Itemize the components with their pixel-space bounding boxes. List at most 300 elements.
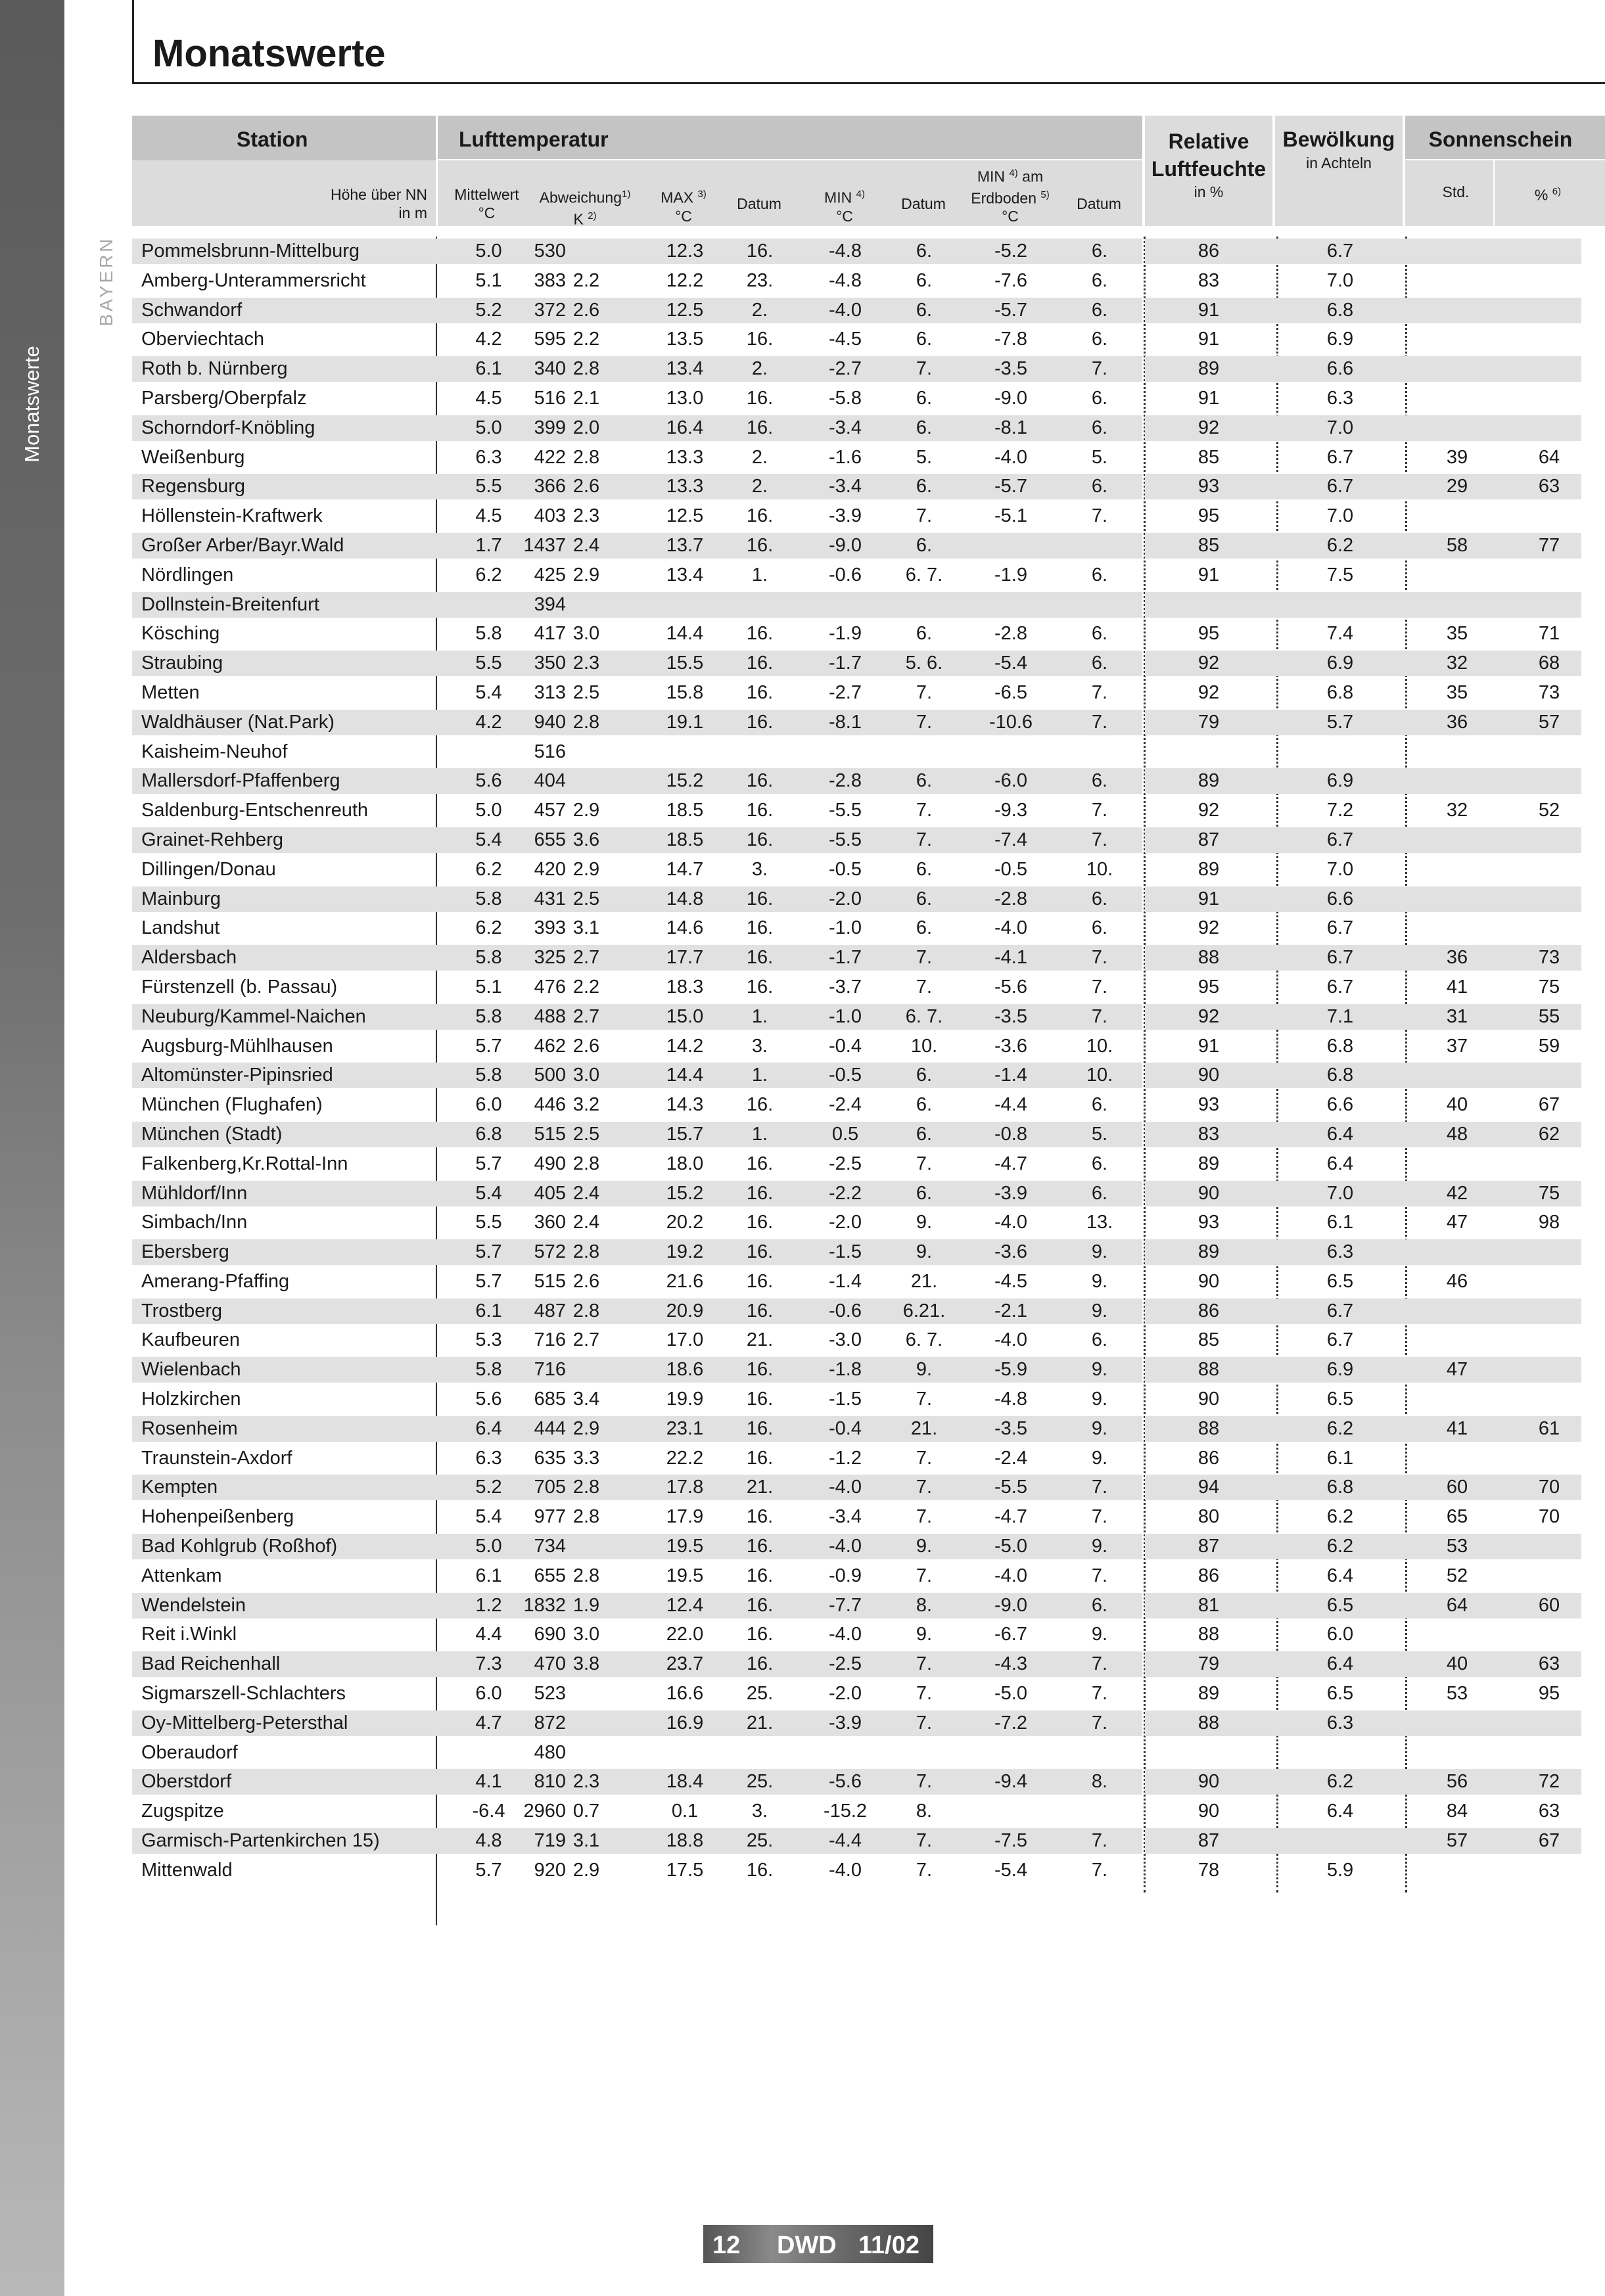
cell-datum-min: 7.	[916, 1683, 933, 1705]
cell-hoehe: 480	[534, 1741, 566, 1763]
table-row	[132, 1444, 1581, 1473]
cell-station-name: Ebersberg	[141, 1241, 229, 1263]
cell-min-erdboden: -6.5	[994, 681, 1027, 703]
cell-hoehe: 635	[534, 1447, 566, 1469]
cell-datum-max: 1.	[751, 1123, 768, 1145]
cell-rel-feuchte: 91	[1198, 1035, 1220, 1057]
cell-datum-erdboden: 7.	[1091, 1830, 1108, 1852]
cell-station-name: Regensburg	[141, 476, 245, 497]
cell-min-erdboden: -10.6	[989, 711, 1033, 733]
cell-mittelwert: 6.3	[475, 1447, 502, 1469]
cell-datum-min: 7.	[916, 1389, 933, 1410]
cell-min-erdboden: -4.5	[994, 1270, 1027, 1292]
table-row	[132, 1679, 1581, 1709]
table-row	[132, 1061, 1581, 1090]
cell-min-erdboden: -2.8	[994, 888, 1027, 909]
cell-station-name: Mühldorf/Inn	[141, 1182, 248, 1204]
cell-hoehe: 690	[534, 1624, 566, 1645]
cell-min-erdboden: -4.0	[994, 446, 1027, 468]
cell-max: 23.1	[666, 1417, 704, 1439]
cell-datum-max: 16.	[746, 1359, 774, 1381]
cell-datum-min: 6.	[916, 1182, 933, 1204]
cell-mittelwert: 4.8	[475, 1830, 502, 1852]
cell-rel-feuchte: 91	[1198, 329, 1220, 350]
cell-sonne-prozent: 52	[1538, 800, 1560, 821]
cell-max: 12.2	[666, 269, 704, 291]
cell-datum-erdboden: 6.	[1091, 1594, 1108, 1616]
cell-datum-min: 7.	[916, 1830, 933, 1852]
cell-min-erdboden: -2.8	[994, 623, 1027, 645]
table-row	[132, 1267, 1581, 1297]
cell-datum-max: 23.	[746, 269, 774, 291]
cell-datum-erdboden: 9.	[1091, 1270, 1108, 1292]
cell-max: 12.5	[666, 299, 704, 321]
cell-station-name: Reit i.Winkl	[141, 1624, 237, 1645]
cell-datum-erdboden: 8.	[1091, 1771, 1108, 1793]
cell-min-erdboden: -7.4	[994, 829, 1027, 850]
cell-min: -2.0	[829, 1683, 862, 1705]
table-row	[132, 1856, 1581, 1885]
header-separator	[1403, 116, 1404, 226]
table-row	[132, 1797, 1581, 1826]
cell-sonne-prozent: 55	[1538, 1005, 1560, 1027]
table-row	[132, 855, 1581, 884]
cell-sonne-std: 46	[1446, 1270, 1468, 1292]
cell-datum-min: 7.	[916, 1771, 933, 1793]
cell-sonne-std: 47	[1446, 1212, 1468, 1233]
cell-min-erdboden: -5.0	[994, 1536, 1027, 1557]
cell-hoehe: 325	[534, 947, 566, 969]
cell-sonne-prozent: 60	[1538, 1594, 1560, 1616]
cell-min: -3.7	[829, 976, 862, 998]
cell-abweichung: 2.6	[572, 1270, 600, 1292]
header-separator	[436, 116, 437, 226]
cell-bewoelkung: 6.8	[1326, 681, 1354, 703]
cell-datum-max: 16.	[746, 770, 774, 792]
cell-station-name: Aldersbach	[141, 947, 237, 969]
cell-datum-max: 16.	[746, 1182, 774, 1204]
cell-sonne-std: 47	[1446, 1359, 1468, 1381]
cell-min: -1.5	[829, 1241, 862, 1263]
cell-hoehe: 487	[534, 1300, 566, 1321]
cell-bewoelkung: 7.4	[1326, 623, 1354, 645]
cell-datum-max: 16.	[746, 623, 774, 645]
footer-issue: 11/02	[858, 2232, 919, 2259]
cell-datum-min: 7.	[916, 1506, 933, 1528]
cell-abweichung: 2.9	[572, 1859, 600, 1881]
cell-sonne-std: 40	[1446, 1653, 1468, 1675]
header-separator	[1272, 116, 1274, 226]
cell-rel-feuchte: 92	[1198, 1005, 1220, 1027]
cell-datum-max: 16.	[746, 505, 774, 527]
cell-station-name: Nördlingen	[141, 564, 234, 585]
side-label: Monatswerte	[20, 346, 43, 463]
cell-rel-feuchte: 92	[1198, 800, 1220, 821]
cell-datum-min: 7.	[916, 711, 933, 733]
cell-mittelwert: 4.1	[475, 1771, 502, 1793]
cell-sonne-prozent: 98	[1538, 1212, 1560, 1233]
cell-datum-max: 16.	[746, 800, 774, 821]
cell-datum-erdboden: 10.	[1086, 858, 1113, 880]
cell-datum-min: 9.	[916, 1624, 933, 1645]
cell-datum-max: 16.	[746, 1094, 774, 1116]
cell-rel-feuchte: 86	[1198, 1300, 1220, 1321]
cell-datum-erdboden: 9.	[1091, 1300, 1108, 1321]
cell-hoehe: 516	[534, 387, 566, 409]
table-row	[132, 296, 1581, 325]
cell-datum-erdboden: 7.	[1091, 1565, 1108, 1586]
cell-sonne-prozent: 61	[1538, 1417, 1560, 1439]
cell-datum-min: 7.	[916, 681, 933, 703]
table-row	[132, 384, 1581, 413]
table-row	[132, 737, 1581, 767]
cell-station-name: Pommelsbrunn-Mittelburg	[141, 241, 360, 262]
cell-rel-feuchte: 79	[1198, 711, 1220, 733]
cell-station-name: Fürstenzell (b. Passau)	[141, 976, 338, 998]
cell-min: -5.6	[829, 1771, 862, 1793]
row-band	[1145, 592, 1581, 618]
header-min-erdboden: MIN $^{4)}$ am Erdboden $^{5)}$ °C	[971, 168, 1050, 225]
table-row	[132, 1591, 1581, 1620]
cell-rel-feuchte: 89	[1198, 1241, 1220, 1263]
cell-station-name: Kempten	[141, 1477, 218, 1498]
cell-hoehe: 404	[534, 770, 566, 792]
cell-datum-min: 21.	[910, 1270, 938, 1292]
cell-abweichung: 2.2	[572, 329, 600, 350]
cell-hoehe: 572	[534, 1241, 566, 1263]
cell-sonne-std: 53	[1446, 1536, 1468, 1557]
cell-bewoelkung: 6.2	[1326, 1506, 1354, 1528]
cell-min-erdboden: -7.5	[994, 1830, 1027, 1852]
cell-datum-erdboden: 6.	[1091, 269, 1108, 291]
cell-mittelwert: 5.5	[475, 1212, 502, 1233]
cell-max: 15.2	[666, 770, 704, 792]
cell-station-name: Bad Kohlgrub (Roßhof)	[141, 1536, 338, 1557]
cell-sonne-std: 37	[1446, 1035, 1468, 1057]
cell-station-name: Neuburg/Kammel-Naichen	[141, 1005, 366, 1027]
cell-bewoelkung: 7.0	[1326, 505, 1354, 527]
header-datum-erdboden: Datum	[1077, 195, 1121, 212]
cell-rel-feuchte: 94	[1198, 1477, 1220, 1498]
cell-min: -15.2	[823, 1801, 868, 1822]
cell-min-erdboden: -4.7	[994, 1153, 1027, 1174]
cell-hoehe: 457	[534, 800, 566, 821]
cell-datum-erdboden: 5.	[1091, 446, 1108, 468]
cell-max: 13.3	[666, 446, 704, 468]
cell-sonne-std: 41	[1446, 1417, 1468, 1439]
cell-min-erdboden: -1.9	[994, 564, 1027, 585]
cell-mittelwert: 5.4	[475, 829, 502, 850]
table-row	[132, 1385, 1581, 1414]
cell-datum-erdboden: 6.	[1091, 623, 1108, 645]
cell-mittelwert: 5.8	[475, 1005, 502, 1027]
table-row	[132, 1120, 1581, 1149]
cell-station-name: Oberaudorf	[141, 1741, 238, 1763]
cell-datum-max: 2.	[751, 476, 768, 497]
cell-datum-erdboden: 6.	[1091, 476, 1108, 497]
cell-datum-max: 16.	[746, 1300, 774, 1321]
cell-max: 15.5	[666, 653, 704, 674]
cell-min: -2.2	[829, 1182, 862, 1204]
cell-datum-min: 5.	[916, 446, 933, 468]
cell-datum-erdboden: 6.	[1091, 241, 1108, 262]
cell-mittelwert: 4.7	[475, 1712, 502, 1733]
cell-datum-max: 16.	[746, 1241, 774, 1263]
cell-datum-min: 7.	[916, 1153, 933, 1174]
cell-rel-feuchte: 80	[1198, 1506, 1220, 1528]
cell-datum-min: 7.	[916, 1477, 933, 1498]
cell-station-name: Schwandorf	[141, 299, 243, 321]
cell-datum-min: 6. 7.	[905, 1329, 943, 1351]
cell-abweichung: 2.8	[572, 1506, 600, 1528]
cell-abweichung: 0.7	[572, 1801, 600, 1822]
cell-station-name: Dillingen/Donau	[141, 858, 276, 880]
cell-station-name: Augsburg-Mühlhausen	[141, 1035, 333, 1057]
cell-min-erdboden: -8.1	[994, 417, 1027, 438]
cell-datum-min: 7.	[916, 1712, 933, 1733]
cell-sonne-prozent: 75	[1538, 976, 1560, 998]
cell-hoehe: 425	[534, 564, 566, 585]
cell-bewoelkung: 7.1	[1326, 1005, 1354, 1027]
cell-min: -3.4	[829, 476, 862, 497]
cell-datum-max: 3.	[751, 858, 768, 880]
cell-min-erdboden: -4.7	[994, 1506, 1027, 1528]
cell-station-name: Bad Reichenhall	[141, 1653, 281, 1675]
cell-mittelwert: 6.1	[475, 358, 502, 380]
cell-mittelwert: 5.7	[475, 1241, 502, 1263]
cell-rel-feuchte: 88	[1198, 1624, 1220, 1645]
cell-rel-feuchte: 87	[1198, 1830, 1220, 1852]
table-row	[132, 825, 1581, 855]
table-row	[132, 1208, 1581, 1237]
cell-hoehe: 350	[534, 653, 566, 674]
cell-sonne-std: 29	[1446, 476, 1468, 497]
cell-datum-min: 6.	[916, 387, 933, 409]
cell-hoehe: 488	[534, 1005, 566, 1027]
cell-min-erdboden: -5.9	[994, 1359, 1027, 1381]
cell-datum-min: 6.	[916, 888, 933, 909]
cell-max: 18.6	[666, 1359, 704, 1381]
cell-sonne-std: 52	[1446, 1565, 1468, 1586]
cell-datum-max: 16.	[746, 534, 774, 556]
cell-mittelwert: 5.2	[475, 1477, 502, 1498]
table-row	[132, 1237, 1581, 1267]
cell-min-erdboden: -3.5	[994, 1005, 1027, 1027]
cell-datum-min: 6. 7.	[905, 1005, 943, 1027]
table-row	[132, 590, 1581, 620]
cell-station-name: Falkenberg,Kr.Rottal-Inn	[141, 1153, 348, 1174]
cell-bewoelkung: 6.7	[1326, 476, 1354, 497]
cell-sonne-std: 31	[1446, 1005, 1468, 1027]
cell-min-erdboden: -5.2	[994, 241, 1027, 262]
cell-datum-max: 16.	[746, 1417, 774, 1439]
cell-datum-erdboden: 13.	[1086, 1212, 1113, 1233]
cell-min-erdboden: -4.8	[994, 1389, 1027, 1410]
table-row	[132, 1325, 1581, 1355]
cell-mittelwert: 5.4	[475, 681, 502, 703]
cell-min-erdboden: -2.4	[994, 1447, 1027, 1469]
cell-min-erdboden: -9.4	[994, 1771, 1027, 1793]
cell-bewoelkung: 6.8	[1326, 1065, 1354, 1086]
table-row	[132, 1179, 1581, 1208]
cell-hoehe: 655	[534, 1565, 566, 1586]
cell-abweichung: 2.8	[572, 1241, 600, 1263]
cell-datum-erdboden: 7.	[1091, 947, 1108, 969]
table-row	[132, 413, 1581, 443]
cell-bewoelkung: 6.1	[1326, 1447, 1354, 1469]
cell-bewoelkung: 6.7	[1326, 976, 1354, 998]
table-row	[132, 884, 1581, 914]
cell-sonne-prozent: 67	[1538, 1830, 1560, 1852]
cell-sonne-std: 35	[1446, 623, 1468, 645]
cell-hoehe: 431	[534, 888, 566, 909]
page-title: Monatswerte	[152, 32, 386, 75]
cell-abweichung: 2.3	[572, 1771, 600, 1793]
cell-datum-max: 25.	[746, 1771, 774, 1793]
cell-datum-max: 16.	[746, 1565, 774, 1586]
cell-min: -5.8	[829, 387, 862, 409]
table-row	[132, 649, 1581, 678]
cell-abweichung: 3.2	[572, 1094, 600, 1116]
cell-station-name: Grainet-Rehberg	[141, 829, 283, 850]
cell-datum-min: 7.	[916, 800, 933, 821]
cell-hoehe: 810	[534, 1771, 566, 1793]
cell-abweichung: 1.9	[572, 1594, 600, 1616]
cell-rel-feuchte: 83	[1198, 1123, 1220, 1145]
cell-rel-feuchte: 92	[1198, 417, 1220, 438]
table-row	[132, 501, 1581, 531]
cell-hoehe: 394	[534, 593, 566, 615]
cell-abweichung: 2.8	[572, 446, 600, 468]
cell-datum-max: 16.	[746, 387, 774, 409]
cell-sonne-std: 56	[1446, 1771, 1468, 1793]
cell-hoehe: 417	[534, 623, 566, 645]
cell-max: 18.5	[666, 829, 704, 850]
cell-min-erdboden: -4.0	[994, 1565, 1027, 1586]
cell-mittelwert: 5.7	[475, 1153, 502, 1174]
cell-bewoelkung: 6.4	[1326, 1801, 1354, 1822]
cell-station-name: Oberstdorf	[141, 1771, 231, 1793]
cell-max: 23.7	[666, 1653, 704, 1675]
cell-mittelwert: 4.2	[475, 329, 502, 350]
cell-min-erdboden: -0.8	[994, 1123, 1027, 1145]
cell-bewoelkung: 6.9	[1326, 329, 1354, 350]
cell-sonne-std: 36	[1446, 711, 1468, 733]
cell-rel-feuchte: 95	[1198, 505, 1220, 527]
cell-hoehe: 313	[534, 681, 566, 703]
cell-min: -5.5	[829, 829, 862, 850]
cell-station-name: Garmisch-Partenkirchen 15)	[141, 1830, 380, 1852]
cell-bewoelkung: 7.2	[1326, 800, 1354, 821]
cell-min: -4.0	[829, 1477, 862, 1498]
cell-abweichung: 2.7	[572, 947, 600, 969]
cell-abweichung: 3.1	[572, 917, 600, 939]
cell-abweichung: 2.7	[572, 1005, 600, 1027]
cell-datum-min: 7.	[916, 947, 933, 969]
footer-text	[703, 2228, 933, 2263]
cell-rel-feuchte: 95	[1198, 976, 1220, 998]
cell-bewoelkung: 6.9	[1326, 770, 1354, 792]
cell-sonne-prozent: 72	[1538, 1771, 1560, 1793]
table-row	[132, 766, 1581, 796]
cell-datum-max: 16.	[746, 947, 774, 969]
table-row	[132, 1090, 1581, 1120]
table-row	[132, 1767, 1581, 1797]
cell-bewoelkung: 7.0	[1326, 858, 1354, 880]
cell-station-name: Schorndorf-Knöbling	[141, 417, 315, 438]
cell-max: 19.9	[666, 1389, 704, 1410]
cell-datum-erdboden: 6.	[1091, 417, 1108, 438]
cell-datum-max: 16.	[746, 1153, 774, 1174]
cell-datum-max: 2.	[751, 358, 768, 380]
cell-max: 13.0	[666, 387, 704, 409]
cell-datum-erdboden: 6.	[1091, 1153, 1108, 1174]
cell-station-name: Waldhäuser (Nat.Park)	[141, 711, 335, 733]
cell-bewoelkung: 7.0	[1326, 417, 1354, 438]
cell-datum-erdboden: 7.	[1091, 829, 1108, 850]
cell-mittelwert: 5.7	[475, 1859, 502, 1881]
table-row	[132, 1355, 1581, 1385]
cell-datum-erdboden: 6.	[1091, 1329, 1108, 1351]
cell-rel-feuchte: 90	[1198, 1389, 1220, 1410]
cell-mittelwert: 4.5	[475, 505, 502, 527]
cell-hoehe: 530	[534, 241, 566, 262]
cell-datum-max: 2.	[751, 446, 768, 468]
cell-sonne-prozent: 68	[1538, 653, 1560, 674]
cell-mittelwert: 5.8	[475, 1065, 502, 1086]
cell-sonne-std: 60	[1446, 1477, 1468, 1498]
cell-min: -3.9	[829, 1712, 862, 1733]
cell-hoehe: 399	[534, 417, 566, 438]
cell-datum-max: 25.	[746, 1830, 774, 1852]
cell-datum-min: 21.	[910, 1417, 938, 1439]
cell-abweichung: 2.1	[572, 387, 600, 409]
header-separator	[1405, 159, 1605, 160]
cell-station-name: München (Stadt)	[141, 1123, 283, 1145]
cell-bewoelkung: 6.4	[1326, 1153, 1354, 1174]
cell-datum-min: 7.	[916, 1565, 933, 1586]
cell-max: 14.8	[666, 888, 704, 909]
table-row	[132, 1649, 1581, 1679]
cell-bewoelkung: 7.0	[1326, 269, 1354, 291]
cell-station-name: Holzkirchen	[141, 1389, 241, 1410]
side-strip	[0, 0, 64, 2296]
cell-rel-feuchte: 85	[1198, 446, 1220, 468]
table-row	[132, 1473, 1581, 1502]
cell-max: 15.0	[666, 1005, 704, 1027]
cell-datum-min: 6.	[916, 476, 933, 497]
cell-max: 16.9	[666, 1712, 704, 1733]
cell-min: -0.4	[829, 1035, 862, 1057]
header-separator	[1142, 116, 1144, 226]
cell-sonne-prozent: 62	[1538, 1123, 1560, 1145]
cell-bewoelkung: 6.4	[1326, 1123, 1354, 1145]
cell-max: 21.6	[666, 1270, 704, 1292]
cell-hoehe: 655	[534, 829, 566, 850]
cell-rel-feuchte: 89	[1198, 358, 1220, 380]
cell-sonne-std: 32	[1446, 653, 1468, 674]
cell-sonne-std: 53	[1446, 1683, 1468, 1705]
cell-mittelwert: 5.7	[475, 1035, 502, 1057]
cell-min: -4.0	[829, 299, 862, 321]
cell-datum-min: 8.	[916, 1801, 933, 1822]
cell-bewoelkung: 5.7	[1326, 711, 1354, 733]
table-row	[132, 266, 1581, 296]
cell-datum-erdboden: 7.	[1091, 1005, 1108, 1027]
table-row	[132, 531, 1581, 561]
cell-hoehe: 1832	[523, 1594, 566, 1616]
cell-mittelwert: 5.1	[475, 269, 502, 291]
